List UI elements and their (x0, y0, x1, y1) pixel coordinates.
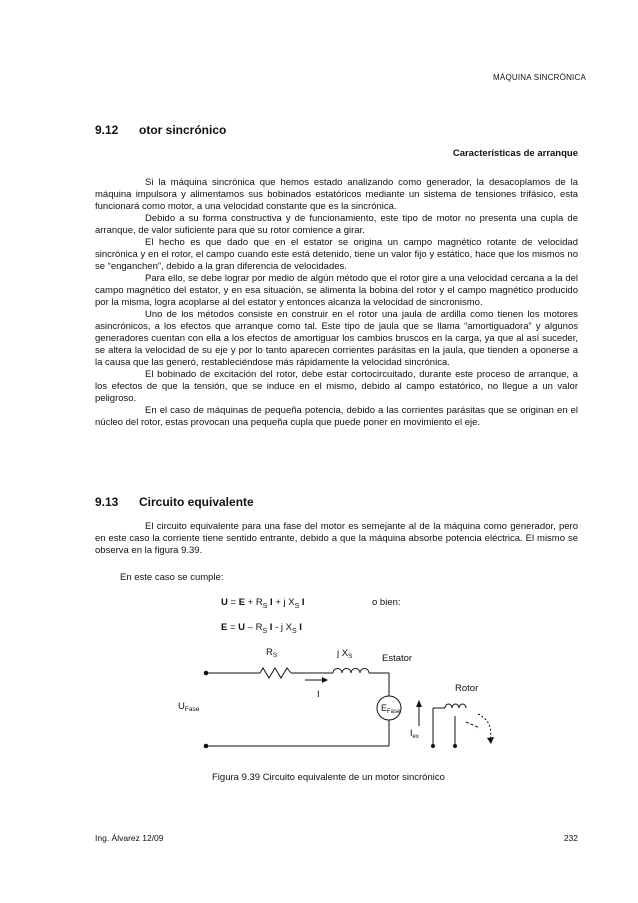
equation-1: $U = E + R_S$ I + j $X_S$ I (221, 597, 305, 610)
lead-in-text: En este caso se cumple: (120, 572, 224, 583)
subheading: Características de arranque (452, 148, 578, 159)
paragraph: Si la máquina sincrónica que hemos estado analizando como generador, la desacoplamos de la máquina impulsora y alimentamos sus bobinados estatóricos mediante un sistema de tensiones trifásico, esta funcionará como motor, a una velocidad constante que es la sincrónica. (95, 177, 578, 212)
paragraph: El bobinado de excitación del rotor, debe estar cortocircuitado, durante este proceso de arranque, a los efectos de que la tensión, que se induce en el mismo, debido al campo estatórico, no llegue a un valor peligroso. (95, 369, 578, 404)
rotor-coil (445, 704, 466, 708)
section-9-13-body (95, 521, 578, 557)
u-fase-label: $U_{Fase}$ (178, 701, 200, 713)
equivalent-circuit-diagram (0, 640, 638, 790)
inductor-jxs (333, 669, 369, 674)
section-heading-9-13 (95, 495, 254, 509)
stator-label: Estator (382, 653, 413, 664)
current-arrowhead (322, 677, 328, 683)
rs-label: $R_S$ (266, 647, 278, 659)
section-heading-9-12 (95, 123, 226, 137)
jxs-label: j $X_S$ (337, 648, 353, 660)
running-header: MÁQUINA SINCRÓNICA (493, 73, 586, 82)
terminal-bottom (204, 744, 209, 749)
section-number: 9.12 (95, 123, 119, 137)
section-title: otor sincrónico (139, 123, 227, 137)
section-title: Circuito equivalente (139, 495, 254, 509)
footer-page-number: 232 (563, 833, 578, 843)
rotor-switch (466, 722, 480, 728)
paragraph: Para ello, se debe lograr por medio de algún método que el rotor gire a una velocidad cercana a la del campo magnético del estator, y en esa situación, se alimenta la bobina del rotor y el campo magnético producido por la misma, logra acoplarse al del estator y entonces alcanza la velocidad de sincronismo. (95, 273, 578, 308)
rotor-terminal-left (431, 744, 435, 748)
figure-caption: Figura 9.39 Circuito equivalente de un motor sincrónico (212, 772, 445, 783)
paragraph: El circuito equivalente para una fase del motor es semejante al de la máquina como generador, pero en este caso la corriente tiene sentido entrante, debido a que la máquina absorbe potencia eléctrica. El mismo se observa en la figura 9.39. (95, 521, 578, 556)
paragraph: En el caso de máquinas de pequeña potencia, debido a las corrientes parásitas que se originan en el núcleo del rotor, estas provocan una pequeña cupla que puede poner en movimiento el eje. (95, 405, 578, 428)
terminal-top (204, 671, 209, 676)
e-fase-label: $E_{Fase}$ (381, 703, 401, 715)
or-text: o bien: (372, 597, 401, 608)
section-9-12-body (95, 177, 578, 429)
iex-label: $I_{ex}$ (410, 728, 419, 740)
resistor-rs (260, 668, 291, 678)
rotor-label: Rotor (455, 683, 479, 694)
paragraph: El hecho es que dado que en el estator se origina un campo magnético rotante de velocidad sincrónica y en el rotor, el campo cuando este está detenido, tiene un valor fijo y estático, hace que los mismos no se “enganchen”, debido a la gran diferencia de velocidades. (95, 237, 578, 272)
paragraph: Debido a su forma constructiva y de funcionamiento, este tipo de motor no presenta una cupla de arranque, de valor suficiente para que su rotor comience a girar. (95, 213, 578, 236)
equation-2: $E = U - R_S$ I - j $X_S$ I (221, 622, 302, 635)
rotor-terminal-right (453, 744, 457, 748)
iex-arrowhead (416, 700, 422, 707)
section-number: 9.13 (95, 495, 119, 509)
rotation-arrowhead (487, 737, 494, 744)
rotation-arc (478, 714, 491, 740)
current-label: I (317, 689, 320, 700)
paragraph: Uno de los métodos consiste en construir en el rotor una jaula de ardilla como tienen los motores asincrónicos, a los efectos que arranque como tal. Este tipo de jaula que se llama “amortiguadora” y algunos generadores cuentan con ella a los efectos de amortiguar los cambios bruscos en la carga, ya que al así suceder, se altera la velocidad de su eje y por lo tanto aparecen corrientes parásitas en la jaula, que tienden a oponerse a la causa que las generó, restableciéndose más rápidamente la velocidad sincrónica. (95, 309, 578, 368)
footer-author: Ing. Álvarez 12/09 (95, 833, 164, 843)
